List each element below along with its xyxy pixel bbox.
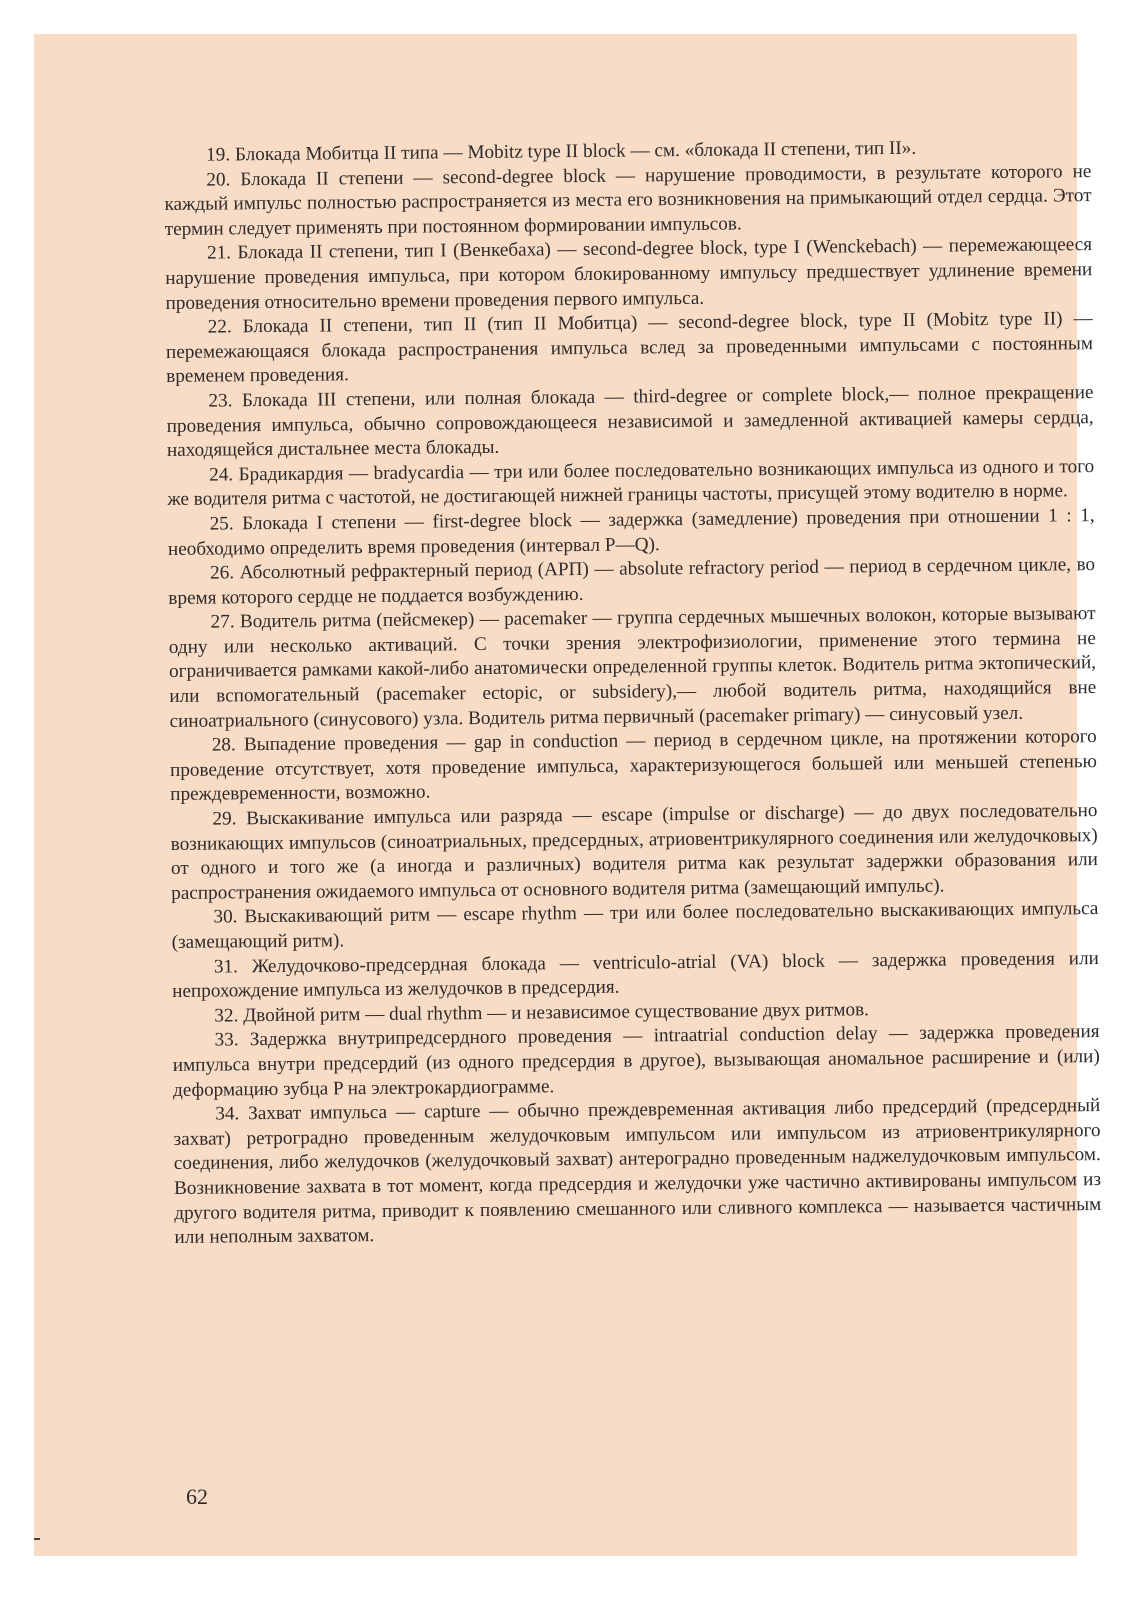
- paragraph-30: 30. Выскакивающий ритм — escape rhythm — три или более последовательно выскакивающих импульса (замещающий ритм).: [171, 898, 1099, 953]
- scan-edge-mark: [34, 1538, 40, 1540]
- paragraph-28: 28. Выпадение проведения — gap in conduction — период в сердечном цикле, на протяжении которого проведение отсутствует, хотя проведение импульса, характеризующегося большей или меньшей степенью преждевременности, возможно.: [169, 726, 1098, 806]
- page-sheet: [34, 34, 1102, 1556]
- paragraph-26: 26. Абсолютный рефрактерный период (АРП) — absolute refractory period — период в сердечном цикле, во время которого сердце не поддается возбуждению.: [168, 554, 1096, 609]
- paragraph-21: 21. Блокада II степени, тип I (Венкебаха) — second-degree block, type I (Wenckebach) — перемежающееся нарушение проведения импульса, при котором блокированному импульсу предшествует удлинение времени проведения относительно времени проведения первого импульса.: [165, 234, 1093, 314]
- paragraph-32: 32. Двойной ритм — dual rhythm — и независимое существование двух ритмов.: [214, 999, 870, 1027]
- paragraph-27: 27. Водитель ритма (пейсмекер) — pacemaker — группа сердечных мышечных волокон, которые вызывают одну или несколько активаций. С точки зрения электрофизиологии, применение этого термина не ограничивается рамками какой-либо анатомически определенной группы клеток. Водитель ритма эктопический, или вспомогательный (pacemaker ectopic, or subsidery),— любой водитель ритма, находящийся вне синоатриального (синусового) узла. Водитель ритма первичный (pacemaker primary) — синусовый узел.: [168, 603, 1097, 732]
- paragraph-20: 20. Блокада II степени — second-degree block — нарушение проводимости, в результате которого не каждый импульс полностью распространяется из места его возникновения на примыкающий отдел сердца. Этот термин следует применять при постоянном формировании импульсов.: [164, 160, 1092, 240]
- paragraph-22: 22. Блокада II степени, тип II (тип II Мобитца) — second-degree block, type II (Mobitz type II) — перемежающаяся блокада распространения импульса вслед за проведенными импульсами с постоянным временем проведения.: [165, 308, 1094, 388]
- paragraph-25: 25. Блокада I степени — first-degree block — задержка (замедление) проведения при отношении 1 : 1, необходимо определить время проведения (интервал P—Q).: [167, 504, 1095, 560]
- paragraph-29: 29. Выскакивание импульса или разряда — escape (impulse or discharge) — до двух последовательно возникающих импульсов (синоатриальных, предсердных, атриовентрикулярного соединения или желудочковых) от одного и того же (а иногда и различных) водителя ритма как результат задержки образования или распространения ожидаемого импульса от основного водителя ритма (замещающий импульс).: [170, 800, 1099, 904]
- paragraph-19: 19. Блокада Мобитца II типа — Mobitz type II block — см. «блокада II степени, тип II».: [206, 137, 917, 166]
- glossary-text: [164, 135, 1102, 1251]
- page-number: 62: [186, 1484, 208, 1509]
- paragraph-23: 23. Блокада III степени, или полная блокада — third-degree or complete block,— полное прекращение проведения импульса, обычно сопровождающееся независимой и замедленной активацией камеры сердца, находящейся дистальнее места блокады.: [166, 382, 1094, 462]
- paragraph-24: 24. Брадикардия — bradycardia — три или более последовательно возникающих импульса из одного и того же водителя ритма с частотой, не достигающей нижней границы частоты, присущей этому водителю в норме.: [167, 455, 1095, 511]
- paragraph-31: 31. Желудочково-предсердная блокада — ventriculo-atrial (VA) block — задержка проведения или непрохождение импульса из желудочков в предсердия.: [172, 947, 1099, 1003]
- paragraph-34: 34. Захват импульса — capture — обычно преждевременная активация либо предсердий (предсердный захват) ретроградно проведенным желудочковым импульсом или импульсом из атриовентрикулярного соединения, либо желудочков (желудочковый захват) антероградно проведенным наджелудочковым импульсом. Возникновение захвата в тот момент, когда предсердия и желудочки уже частично активированы импульсом из другого водителя ритма, приводит к появлению смешанного или сливного комплекса — называется частичным или неполным захватом.: [173, 1095, 1102, 1249]
- paragraph-33: 33. Задержка внутрипредсердного проведения — intraatrial conduction delay — задержка проведения импульса внутри предсердий (из одного предсердия в другое), вызывающая аномальное расширение и (или) деформацию зубца P на электрокардиограмме.: [172, 1021, 1100, 1101]
